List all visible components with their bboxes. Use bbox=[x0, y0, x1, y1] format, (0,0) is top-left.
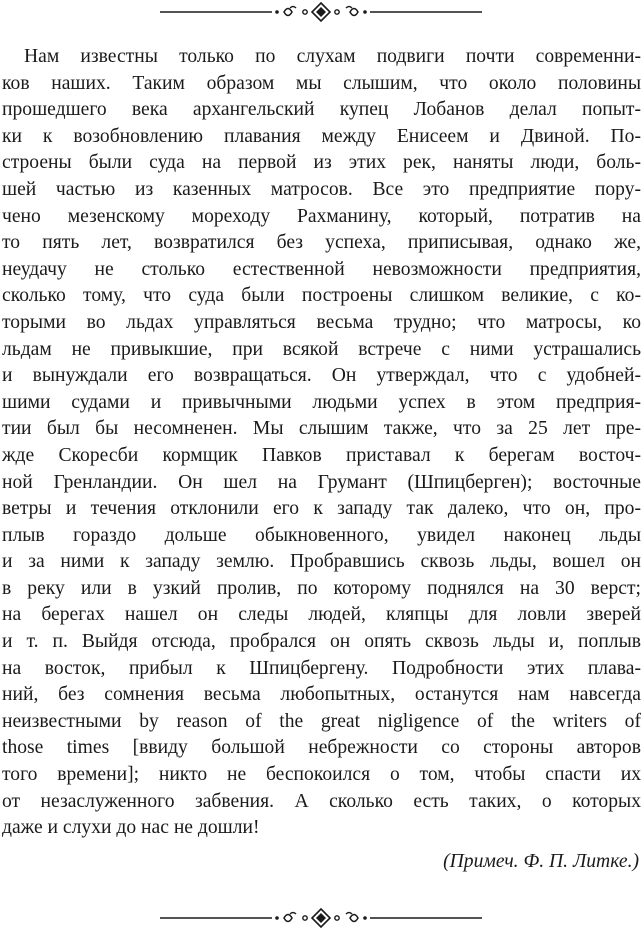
bottom-ornament bbox=[0, 906, 643, 930]
text-line: даже и слухи до нас не дошли! bbox=[2, 817, 260, 839]
body-text bbox=[2, 44, 641, 842]
text-line: в реку или в узкий пролив, по которому поднялся на 30 верст; bbox=[2, 577, 641, 599]
text-line: ний, без сомнения весьма любопытных, останутся нам навсегда bbox=[2, 684, 641, 706]
text-line: и т. п. Выйдя отсюда, пробрался он опять сквозь льды и, поплыв bbox=[2, 631, 641, 653]
text-line: ветры и течения отклонили его к западу так далеко, что он, про- bbox=[2, 498, 641, 520]
ornament-divider-icon bbox=[0, 0, 643, 24]
text-line: плыв гораздо дольше обыкновенного, увидел наконец льды bbox=[2, 524, 641, 546]
ornament-divider-icon bbox=[0, 906, 643, 930]
text-line: жде Скоресби кормщик Павков приставал к берегам восточ- bbox=[2, 444, 641, 466]
text-line: Нам известны только по слухам подвиги почти современни- bbox=[24, 46, 641, 67]
text-line: неудачу не столько естественной невозможности предприятия, bbox=[2, 258, 641, 280]
text-line: строены были суда на первой из этих рек, наняты люди, боль- bbox=[2, 152, 641, 174]
text-line: на восток, прибыл к Шпицбергену. Подробности этих плава- bbox=[2, 657, 641, 679]
text-line: льдам не привыкшие, при всякой встрече с ними устрашались bbox=[2, 338, 641, 360]
text-line: торыми во льдах управляться весьма трудно; что матросы, ко bbox=[2, 311, 641, 333]
text-line: чено мезенскому мореходу Рахманину, который, потратив на bbox=[2, 205, 641, 227]
text-line: прошедшего века архангельский купец Лобанов делал попыт- bbox=[2, 99, 641, 121]
text-line: шей частью из казенных матросов. Все это предприятие пору- bbox=[2, 178, 641, 200]
text-line: ков наших. Таким образом мы слышим, что около половины bbox=[2, 72, 641, 94]
text-line: ки к возобновлению плавания между Енисеем и Двиной. По- bbox=[2, 125, 641, 147]
attribution-note: (Примеч. Ф. П. Литке.) bbox=[443, 851, 639, 872]
text-line: на берегах нашел он следы людей, кляпцы для ловли зверей bbox=[2, 604, 641, 626]
text-line: those times [ввиду большой небрежности со стороны авторов bbox=[2, 737, 641, 759]
text-line: и вынуждали его возвращаться. Он утверждал, что с удобней- bbox=[2, 365, 641, 387]
text-line: то пять лет, возвратился без успеха, приписывая, однако же, bbox=[2, 232, 641, 254]
text-line: того времени]; никто не беспокоился о том, чтобы спасти их bbox=[2, 764, 641, 786]
text-line: неизвестными by reason of the great nigligence of the writers of bbox=[2, 710, 641, 732]
text-line: сколько тому, что суда были построены слишком великие, с ко- bbox=[2, 285, 641, 307]
text-line: тии был бы несомненен. Мы слышим также, что за 25 лет пре- bbox=[2, 418, 641, 440]
text-line: ной Гренландии. Он шел на Грумант (Шпицберген); восточные bbox=[2, 471, 641, 493]
text-line: и за ними к западу землю. Пробравшись сквозь льды, вошел он bbox=[2, 551, 641, 573]
text-line: шими судами и привычными людьми успех в этом предприя- bbox=[2, 391, 641, 413]
top-ornament bbox=[0, 0, 643, 24]
text-line: от незаслуженного забвения. А сколько есть таких, о которых bbox=[2, 790, 641, 812]
